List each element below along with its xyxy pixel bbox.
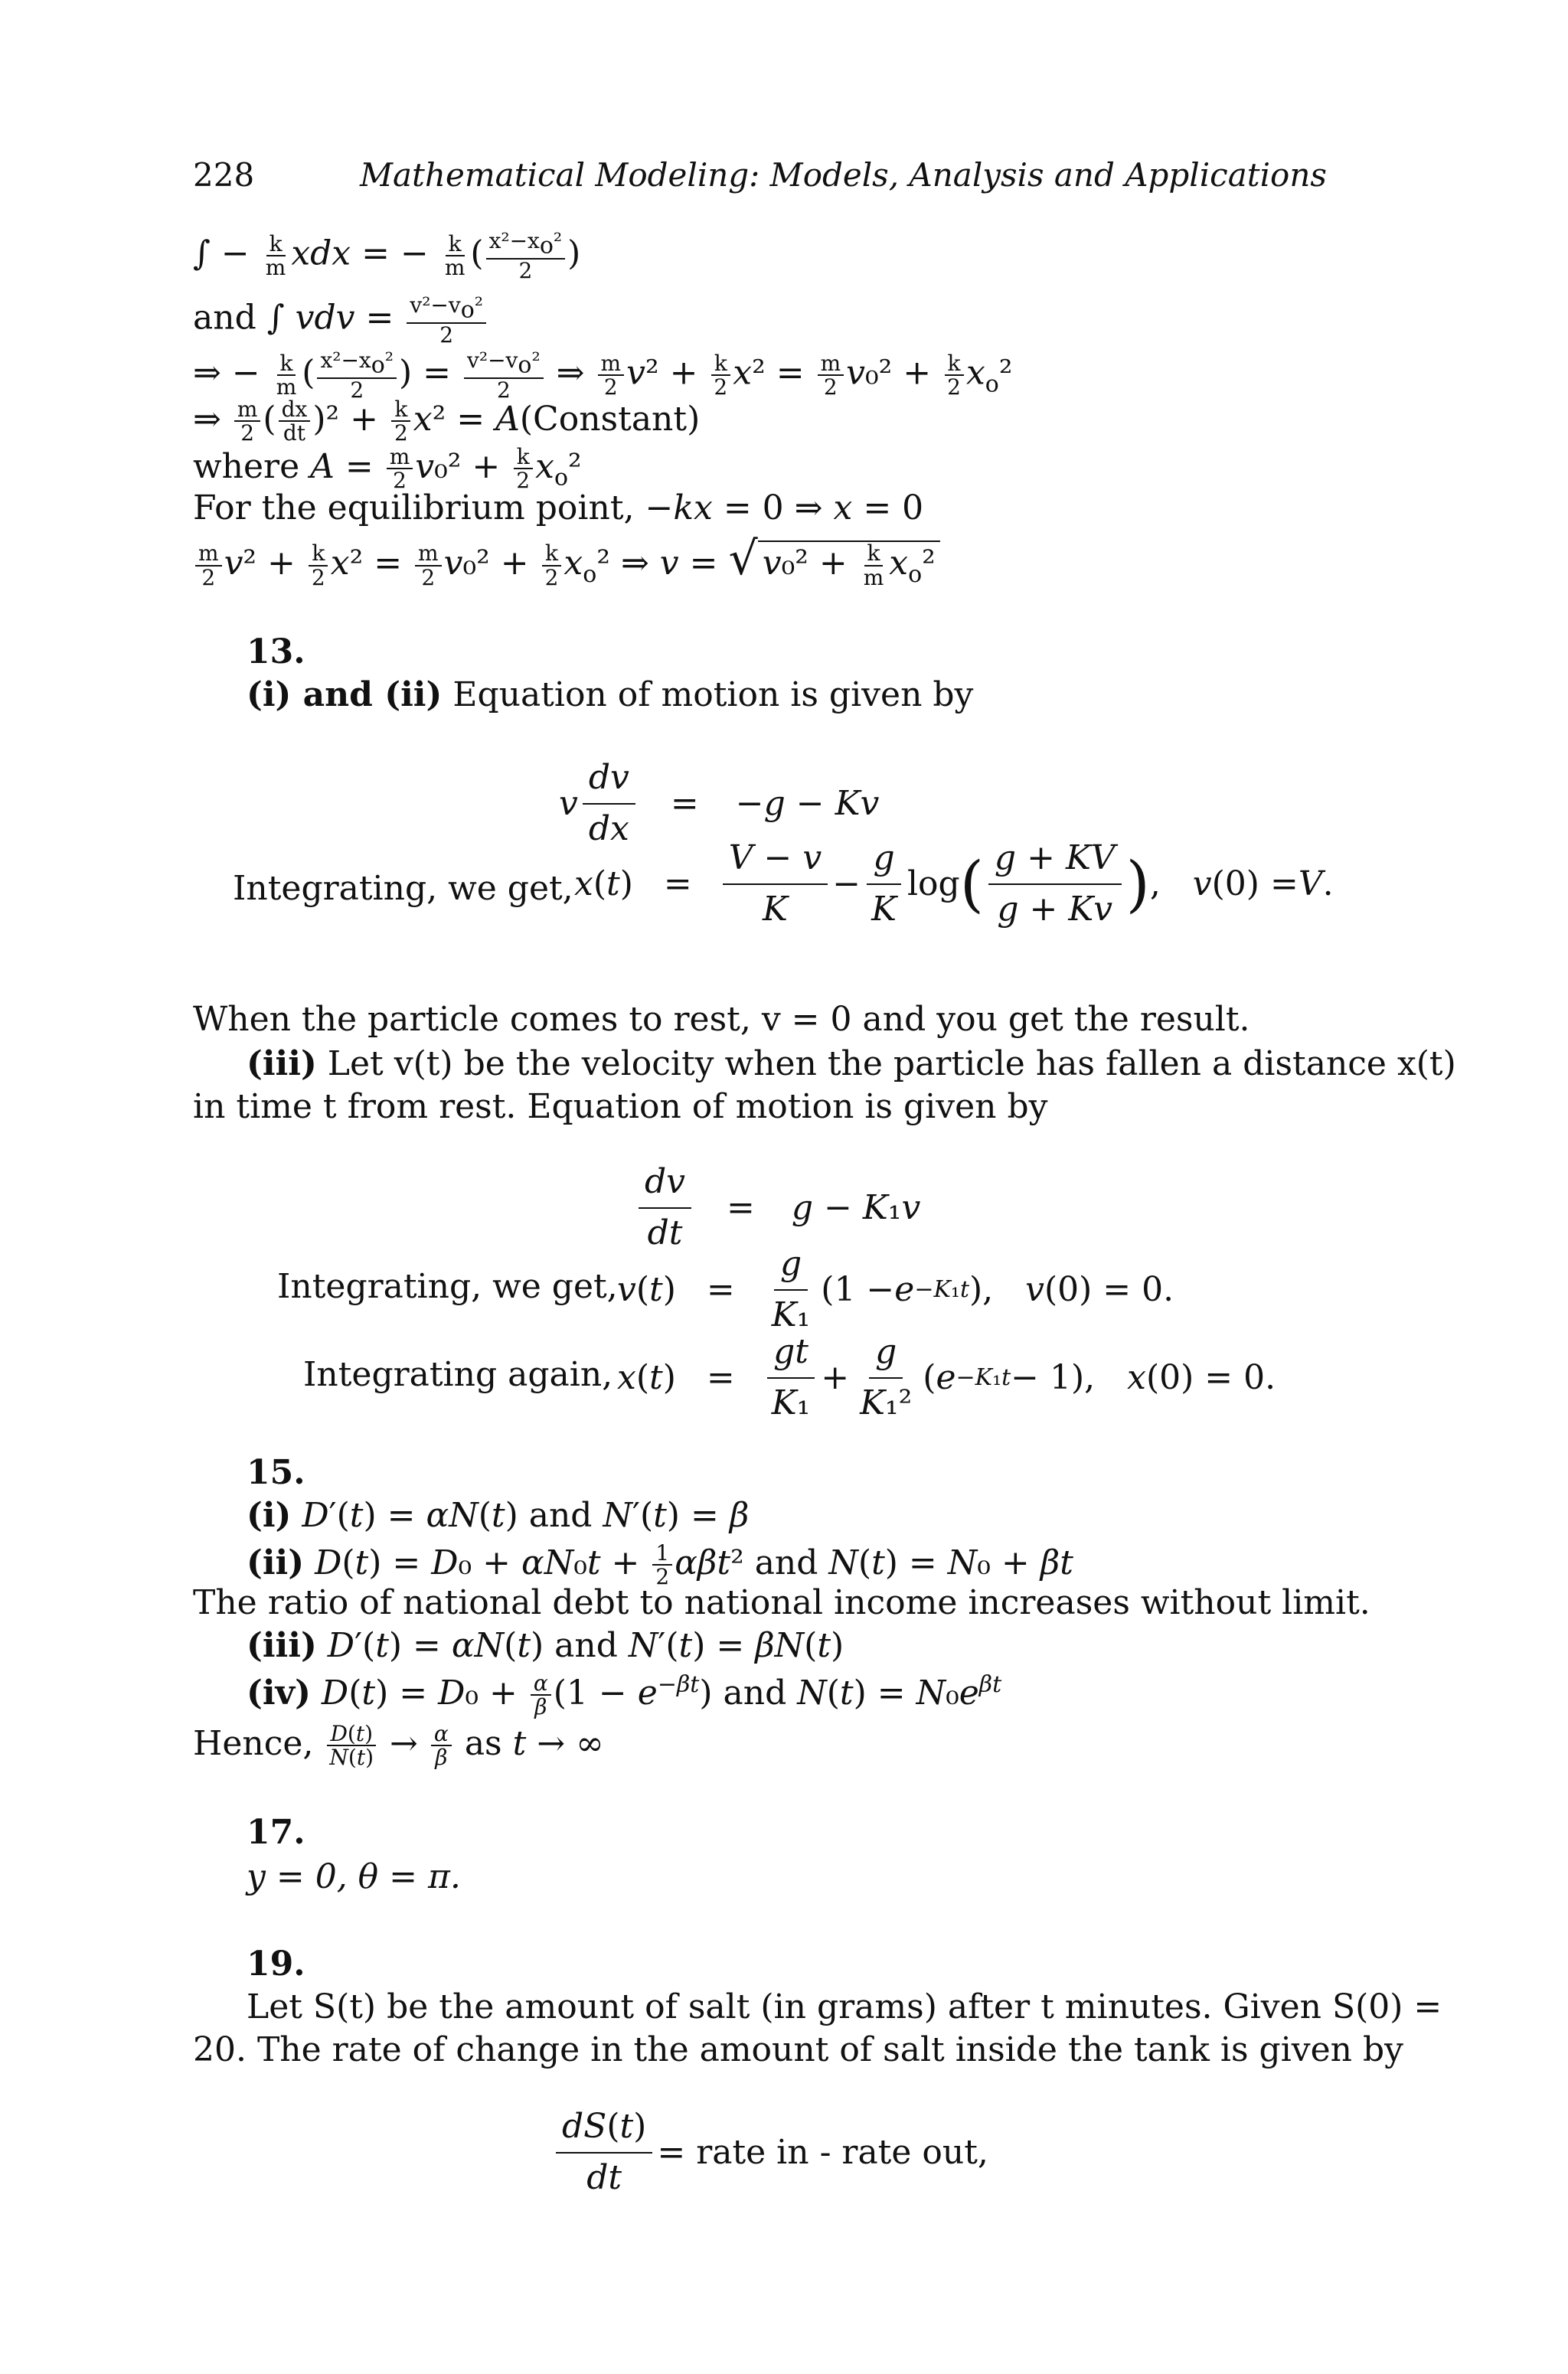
problem-17-answer: y = 0, θ = π. [247, 1857, 461, 1896]
equation-equilibrium: For the equilibrium point, −kx = 0 ⇒ x = 0 [193, 488, 924, 527]
problem-19-line1: Let S(t) be the amount of salt (in grams) after t minutes. Given S(0) = [247, 1987, 1442, 2026]
part-iii-text-13: Let v(t) be the velocity when the particle has fallen a distance x(t) [327, 1044, 1456, 1083]
part-iv-label-15: (iv) [247, 1673, 311, 1713]
page-number: 228 [193, 156, 255, 194]
part-ii-label-15: (ii) [247, 1543, 305, 1582]
problem-19-line2: 20. The rate of change in the amount of salt inside the tank is given by [193, 2030, 1404, 2069]
equation-integral-kx: ∫ − $\frac{k}{m}$ xdx = − $\frac{k}{m}$ ( $\frac{x^2-x_o^2}{2}$ ) [193, 228, 581, 284]
part-iii-line2: in time t from rest. Equation of motion is given by [193, 1087, 1048, 1126]
part-i-label-15: (i) [247, 1496, 292, 1535]
equation-energy-2: ⇒ $\frac{m}{2}$ ( $\frac{dx}{dt}$ )² + $\frac{k}{2}$ x² = A(Constant) [193, 397, 701, 446]
rate-text: = rate in - rate out, [657, 2133, 988, 2173]
integrating-again-label: Integrating again, [303, 1355, 613, 1394]
running-title: Mathematical Modeling: Models, Analysis and Applications [360, 156, 1327, 194]
problem-13-parts-label: (i) and (ii) [247, 675, 443, 714]
problem-17-number: 17. [247, 1813, 305, 1852]
integrating-label-13: Integrating, we get, [233, 869, 573, 908]
problem-15-part-ii: (ii) D(t) = D₀ + αN₀t + $\frac{1}{2}$ αβt² and N(t) = N₀ + βt [247, 1540, 1073, 1590]
problem-13-intro-text: Equation of motion is given by [452, 675, 974, 714]
problem-15-part-iii: (iii) D′(t) = αN(t) and N′(t) = βN(t) [247, 1626, 844, 1665]
part-iii-label-13: (iii) [247, 1044, 317, 1083]
hence-label: Hence, [193, 1723, 314, 1763]
equation-x-of-t-iii: x ( t ) = $\frac{gt}{\text{K₁}}$ + g K₁² ( e −K₁t − 1), x (0) = 0. [617, 1332, 1276, 1422]
equation-integral-vdv: and ∫ vdv = $\frac{v^2-v_o^2}{2}$ [193, 294, 488, 346]
equation-dv-dt: $\frac{dv}{dt}$ = g − K₁v [634, 1162, 920, 1254]
equation-v-of-t: v ( t ) = $\frac{g}{\text{K₁}}$ (1 − e −K₁t ), v (0) = 0. [617, 1244, 1174, 1334]
rest-sentence: When the particle comes to rest, v = 0 and you get the result. [193, 1000, 1250, 1039]
part-iii-label-15: (iii) [247, 1626, 317, 1665]
equation-motion-13: v $\frac{dv}{dx}$ = −g − Kv [559, 758, 880, 848]
problem-13-intro [247, 675, 974, 714]
problem-13-number: 13. [247, 632, 305, 671]
equation-salt-rate: $\frac{dS(t)}{dt}$ = rate in - rate out, [551, 2107, 988, 2199]
problem-15-hence: Hence, $\frac{D(t)}{N(t)}$ → $\frac{\alpha}{\beta}$ as t → ∞ [193, 1721, 604, 1771]
part-iii-line1 [247, 1044, 1456, 1083]
equation-a-definition: where A = $\frac{m}{2}$ v₀² + $\frac{k}{2}$ $x_o^2$ [193, 444, 582, 494]
integrating-label-13b: Integrating, we get, [277, 1267, 618, 1306]
problem-15-part-iv: (iv) D(t) = D₀ + $\frac{\alpha}{\beta}$ $(1 - e^{-\beta t})$ and $N(t) = N_0e^{\beta t}$ [247, 1670, 1002, 1720]
ratio-sentence: The ratio of national debt to national income increases without limit. [193, 1583, 1370, 1622]
problem-19-number: 19. [247, 1945, 305, 1984]
problem-15-number: 15. [247, 1453, 305, 1492]
equation-x-of-t-13: x ( t ) = $\frac{V - v}{K}$ − g K log ( g + KV g + Kv ) , v (0) = V . [574, 838, 1334, 929]
equation-energy-1: ⇒ − $\frac{k}{m}$ ( $\frac{x^2-x_o^2}{2}$ ) = $\frac{v^2-v_o^2}{2}$ ⇒ $\frac{m}{2}$ v² + $\frac{k}{2}$ x² = $\frac{m}{2}$ v₀² + $\frac{k}{2}$ $x_o^2$ [193, 348, 1013, 403]
equation-velocity: $\frac{m}{2}$ v² + $\frac{k}{2}$ x² = $\frac{m}{2}$ v₀² + $\frac{k}{2}$ $x_o^2$ ⇒ v = √ v₀² + $\frac{k}{m}$ $x_o^2$ [193, 536, 940, 589]
problem-15-part-i: (i) D′(t) = αN(t) and N′(t) = β [247, 1496, 750, 1535]
